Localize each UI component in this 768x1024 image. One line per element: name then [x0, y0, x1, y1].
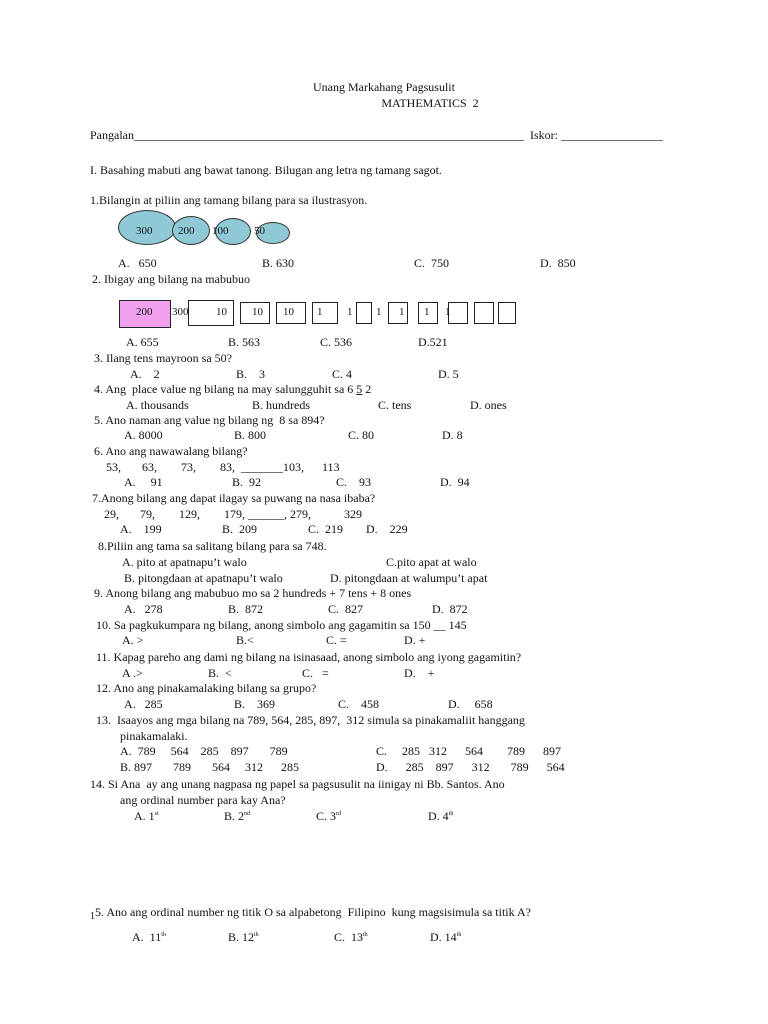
question-6: 6. Ano ang nawawalang bilang?	[94, 444, 248, 458]
box-label-10: 10	[252, 306, 263, 318]
box-label-1: 1	[445, 306, 451, 318]
question-13: 13. Isaayos ang mga bilang na 789, 564, 285, 897, 312 simula sa pinakamaliit hanggang	[96, 713, 525, 727]
q14-choice-a-suffix: st	[154, 811, 159, 817]
q3-choice-d: D. 5	[438, 367, 459, 381]
q5-choice-c: C. 80	[348, 428, 375, 442]
box-label-10: 10	[283, 306, 294, 318]
question-5: 5. Ano naman ang value ng bilang ng 8 sa 894?	[94, 413, 325, 427]
q12-choice-c: C. 458	[338, 697, 380, 711]
q5-choice-b: B. 800	[234, 428, 267, 442]
q14-choice-b-suffix: nd	[244, 811, 251, 817]
q9-choice-d: D. 872	[432, 602, 468, 616]
q4-underlined-digit: 5	[356, 382, 363, 396]
box-label-1: 1	[317, 306, 323, 318]
question-2: 2. Ibigay ang bilang na mabubuo	[92, 272, 250, 286]
q15-choice-d-suffix: th	[456, 932, 462, 938]
q7-choice-c: C. 219	[308, 522, 344, 536]
q7-choice-d: D. 229	[366, 522, 408, 536]
q12-choice-a: A. 285	[124, 697, 163, 711]
q4-text-end: 2	[362, 382, 372, 396]
q2-choice-d: D.521	[418, 335, 448, 349]
score-field: Iskor: _________________	[530, 128, 663, 142]
question-4	[94, 382, 371, 396]
q8-choice-b: B. pitongdaan at apatnapu’t walo	[124, 571, 283, 585]
q14-choice-a	[134, 809, 159, 823]
q1-choice-a: A. 650	[118, 256, 157, 270]
question-10: 10. Sa pagkukumpara ng bilang, anong simbolo ang gagamitin sa 150 __ 145	[96, 618, 467, 632]
circle-200-label: 200	[178, 225, 195, 237]
q15-choice-b-suffix: th	[254, 932, 259, 938]
box-label-1: 1	[424, 306, 430, 318]
q4-choice-a: A. thousands	[126, 398, 189, 412]
box-label-300: 300	[172, 306, 189, 318]
q3-choice-c: C. 4	[332, 367, 353, 381]
question-15	[90, 905, 531, 921]
q5-choice-a: A. 8000	[124, 428, 163, 442]
q8-choice-d: D. pitongdaan at walumpu’t apat	[330, 571, 488, 585]
exam-title: Unang Markahang Pagsusulit	[313, 80, 455, 94]
box-300	[188, 300, 234, 326]
box-label-10: 10	[216, 306, 227, 318]
q11-choice-c: C. =	[302, 666, 329, 680]
question-7: 7.Anong bilang ang dapat ilagay sa puwang na nasa ibaba?	[92, 491, 376, 505]
q8-choice-c: C.pito apat at walo	[386, 555, 477, 569]
circle-300-label: 300	[136, 225, 153, 237]
q7-choice-b: B. 209	[222, 522, 258, 536]
q14-choice-b-text: B. 2	[224, 809, 245, 823]
q4-choice-b: B. hundreds	[252, 398, 310, 412]
q10-choice-d: D. +	[404, 633, 426, 647]
q6-choice-c: C. 93	[336, 475, 372, 489]
box-1	[388, 302, 408, 324]
q14-choice-c-suffix: rd	[336, 811, 342, 817]
exam-subject: MATHEMATICS 2	[381, 96, 479, 110]
q5-choice-d: D. 8	[442, 428, 463, 442]
q15-choice-c-text: C. 13	[334, 930, 364, 944]
q15-choice-b-text: B. 12	[228, 930, 255, 944]
question-9: 9. Anong bilang ang mabubuo mo sa 2 hundreds + 7 tens + 8 ones	[94, 586, 412, 600]
q4-choice-d: D. ones	[470, 398, 507, 412]
q12-choice-b: B. 369	[234, 697, 276, 711]
q14-choice-c	[316, 809, 341, 823]
q7-sequence: 29, 79, 129, 179, ______, 279, 329	[104, 507, 362, 521]
q11-choice-b: B. <	[208, 666, 232, 680]
q14-choice-b	[224, 809, 250, 823]
q2-choice-a: A. 655	[126, 335, 159, 349]
q11-choice-a: A .>	[122, 666, 143, 680]
box-label-200: 200	[136, 306, 153, 318]
q14-choice-d-suffix: th	[448, 811, 454, 817]
question-3: 3. Ilang tens mayroon sa 50?	[94, 351, 232, 365]
q11-choice-d: D. +	[404, 666, 435, 680]
question-13-cont: pinakamalaki.	[120, 729, 188, 743]
box-1	[498, 302, 516, 324]
box-1	[448, 302, 468, 324]
q8-choice-a: A. pito at apatnapu’t walo	[122, 555, 247, 569]
q9-choice-b: B. 872	[228, 602, 264, 616]
q1-choice-b: B. 630	[262, 256, 295, 270]
question-15-num: 1	[90, 911, 95, 922]
name-field: Pangalan_________________________________________________________________	[90, 128, 524, 142]
q4-text: 4. Ang place value ng bilang na may salungguhit sa 6	[94, 382, 357, 396]
q6-choice-b: B. 92	[232, 475, 262, 489]
question-11: 11. Kapag pareho ang dami ng bilang na isinasaad, anong simbolo ang iyong gagamitin?	[96, 650, 522, 664]
box-1	[474, 302, 494, 324]
q15-choice-d-text: D. 14	[430, 930, 457, 944]
q14-choice-a-text: A. 1	[134, 809, 155, 823]
box-1	[312, 302, 338, 324]
q6-choice-a: A. 91	[124, 475, 163, 489]
q15-choice-a	[132, 930, 166, 944]
q7-choice-a: A. 199	[120, 522, 162, 536]
instruction: I. Basahing mabuti ang bawat tanong. Bilugan ang letra ng tamang sagot.	[90, 163, 442, 177]
q10-choice-a: A. >	[122, 633, 144, 647]
question-12: 12. Ano ang pinakamalaking bilang sa grupo?	[96, 681, 317, 695]
box-label-1: 1	[399, 306, 405, 318]
q13-choice-c: C. 285 312 564 789 897	[376, 744, 562, 758]
q15-choice-a-suffix: th	[161, 932, 166, 938]
q6-sequence: 53, 63, 73, 83, _______103, 113	[106, 460, 340, 474]
q2-choice-c: C. 536	[320, 335, 353, 349]
q10-choice-b: B.<	[236, 633, 254, 647]
q1-choice-d: D. 850	[540, 256, 576, 270]
q15-choice-a-text: A. 11	[132, 930, 162, 944]
q1-choice-c: C. 750	[414, 256, 450, 270]
q15-choice-b	[228, 930, 259, 944]
circle-100-label: 100	[212, 225, 229, 237]
question-14-cont: ang ordinal number para kay Ana?	[120, 793, 286, 807]
box-label-1: 1	[376, 306, 382, 318]
q2-choice-b: B. 563	[228, 335, 261, 349]
box-1	[356, 302, 372, 324]
question-14: 14. Si Ana ay ang unang nagpasa ng papel sa pagsusulit na iinigay ni Bb. Santos. Ano	[90, 777, 505, 791]
q13-choice-d: D. 285 897 312 789 564	[376, 760, 565, 774]
q10-choice-c: C. =	[326, 633, 347, 647]
q3-choice-b: B. 3	[236, 367, 266, 381]
q15-choice-c-suffix: th	[363, 932, 368, 938]
question-8: 8.Piliin ang tama sa salitang bilang para sa 748.	[98, 539, 327, 553]
q6-choice-d: D. 94	[440, 475, 470, 489]
q9-choice-a: A. 278	[124, 602, 163, 616]
question-1: 1.Bilangin at piliin ang tamang bilang para sa ilustrasyon.	[90, 193, 368, 207]
q9-choice-c: C. 827	[328, 602, 364, 616]
q3-choice-a: A. 2	[130, 367, 160, 381]
q13-choice-a: A. 789 564 285 897 789	[120, 744, 288, 758]
q15-choice-c	[334, 930, 368, 944]
question-15-text: 5. Ano ang ordinal number ng titik O sa alpabetong Filipino kung magsisimula sa titik A?	[95, 905, 531, 919]
q4-choice-c: C. tens	[378, 398, 412, 412]
q12-choice-d: D. 658	[448, 697, 493, 711]
q15-choice-d	[430, 930, 461, 944]
q14-choice-c-text: C. 3	[316, 809, 337, 823]
q14-choice-d-text: D. 4	[428, 809, 449, 823]
circle-50-label: 50	[254, 225, 265, 237]
q13-choice-b: B. 897 789 564 312 285	[120, 760, 300, 774]
q14-choice-d	[428, 809, 453, 823]
box-label-1: 1	[347, 306, 353, 318]
